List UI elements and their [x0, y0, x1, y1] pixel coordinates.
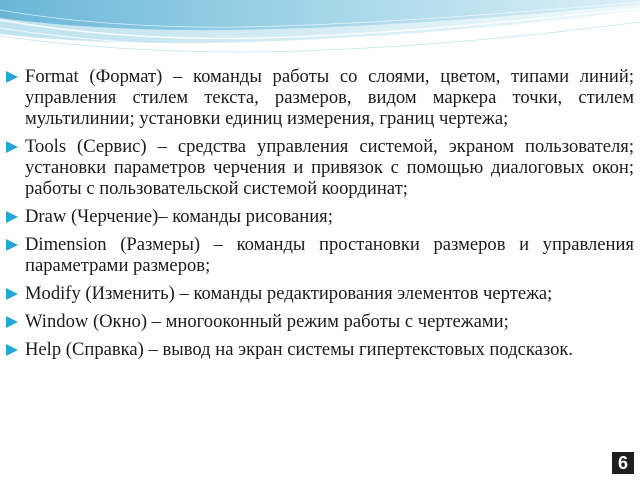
bullet-icon — [6, 71, 18, 83]
list-item — [6, 311, 634, 332]
slide-number-badge: 6 — [612, 452, 634, 474]
list-item — [6, 339, 634, 360]
list-item-text: Format (Формат) – команды работы со слоями, цветом, типами линий; управления стилем текста, размеров, видом маркера точки, стилем мультилинии; установки единиц измерения, границ чертежа; — [25, 66, 634, 129]
header-wave-decoration — [0, 0, 640, 60]
list-item-text: Modify (Изменить) – команды редактирования элементов чертежа; — [25, 283, 553, 304]
bullet-icon — [6, 239, 18, 251]
list-item-text: Tools (Сервис) – средства управления системой, экраном пользователя; установки параметров черчения и привязок с помощью диалоговых окон; работы с пользовательской системой координат; — [25, 136, 634, 199]
list-item — [6, 283, 634, 304]
list-item — [6, 206, 634, 227]
bullet-icon — [6, 211, 18, 223]
list-item-text: Window (Окно) – многооконный режим работы с чертежами; — [25, 311, 509, 332]
list-item — [6, 66, 634, 129]
bullet-icon — [6, 316, 18, 328]
bullet-list — [6, 66, 634, 367]
bullet-icon — [6, 141, 18, 153]
list-item-text: Help (Справка) – вывод на экран системы гипертекстовых подсказок. — [25, 339, 574, 360]
bullet-icon — [6, 288, 18, 300]
list-item-text: Dimension (Размеры) – команды простановки размеров и управления параметрами размеров; — [25, 234, 634, 276]
bullet-icon — [6, 344, 18, 356]
list-item-text: Draw (Черчение)– команды рисования; — [25, 206, 333, 227]
list-item — [6, 234, 634, 276]
list-item — [6, 136, 634, 199]
